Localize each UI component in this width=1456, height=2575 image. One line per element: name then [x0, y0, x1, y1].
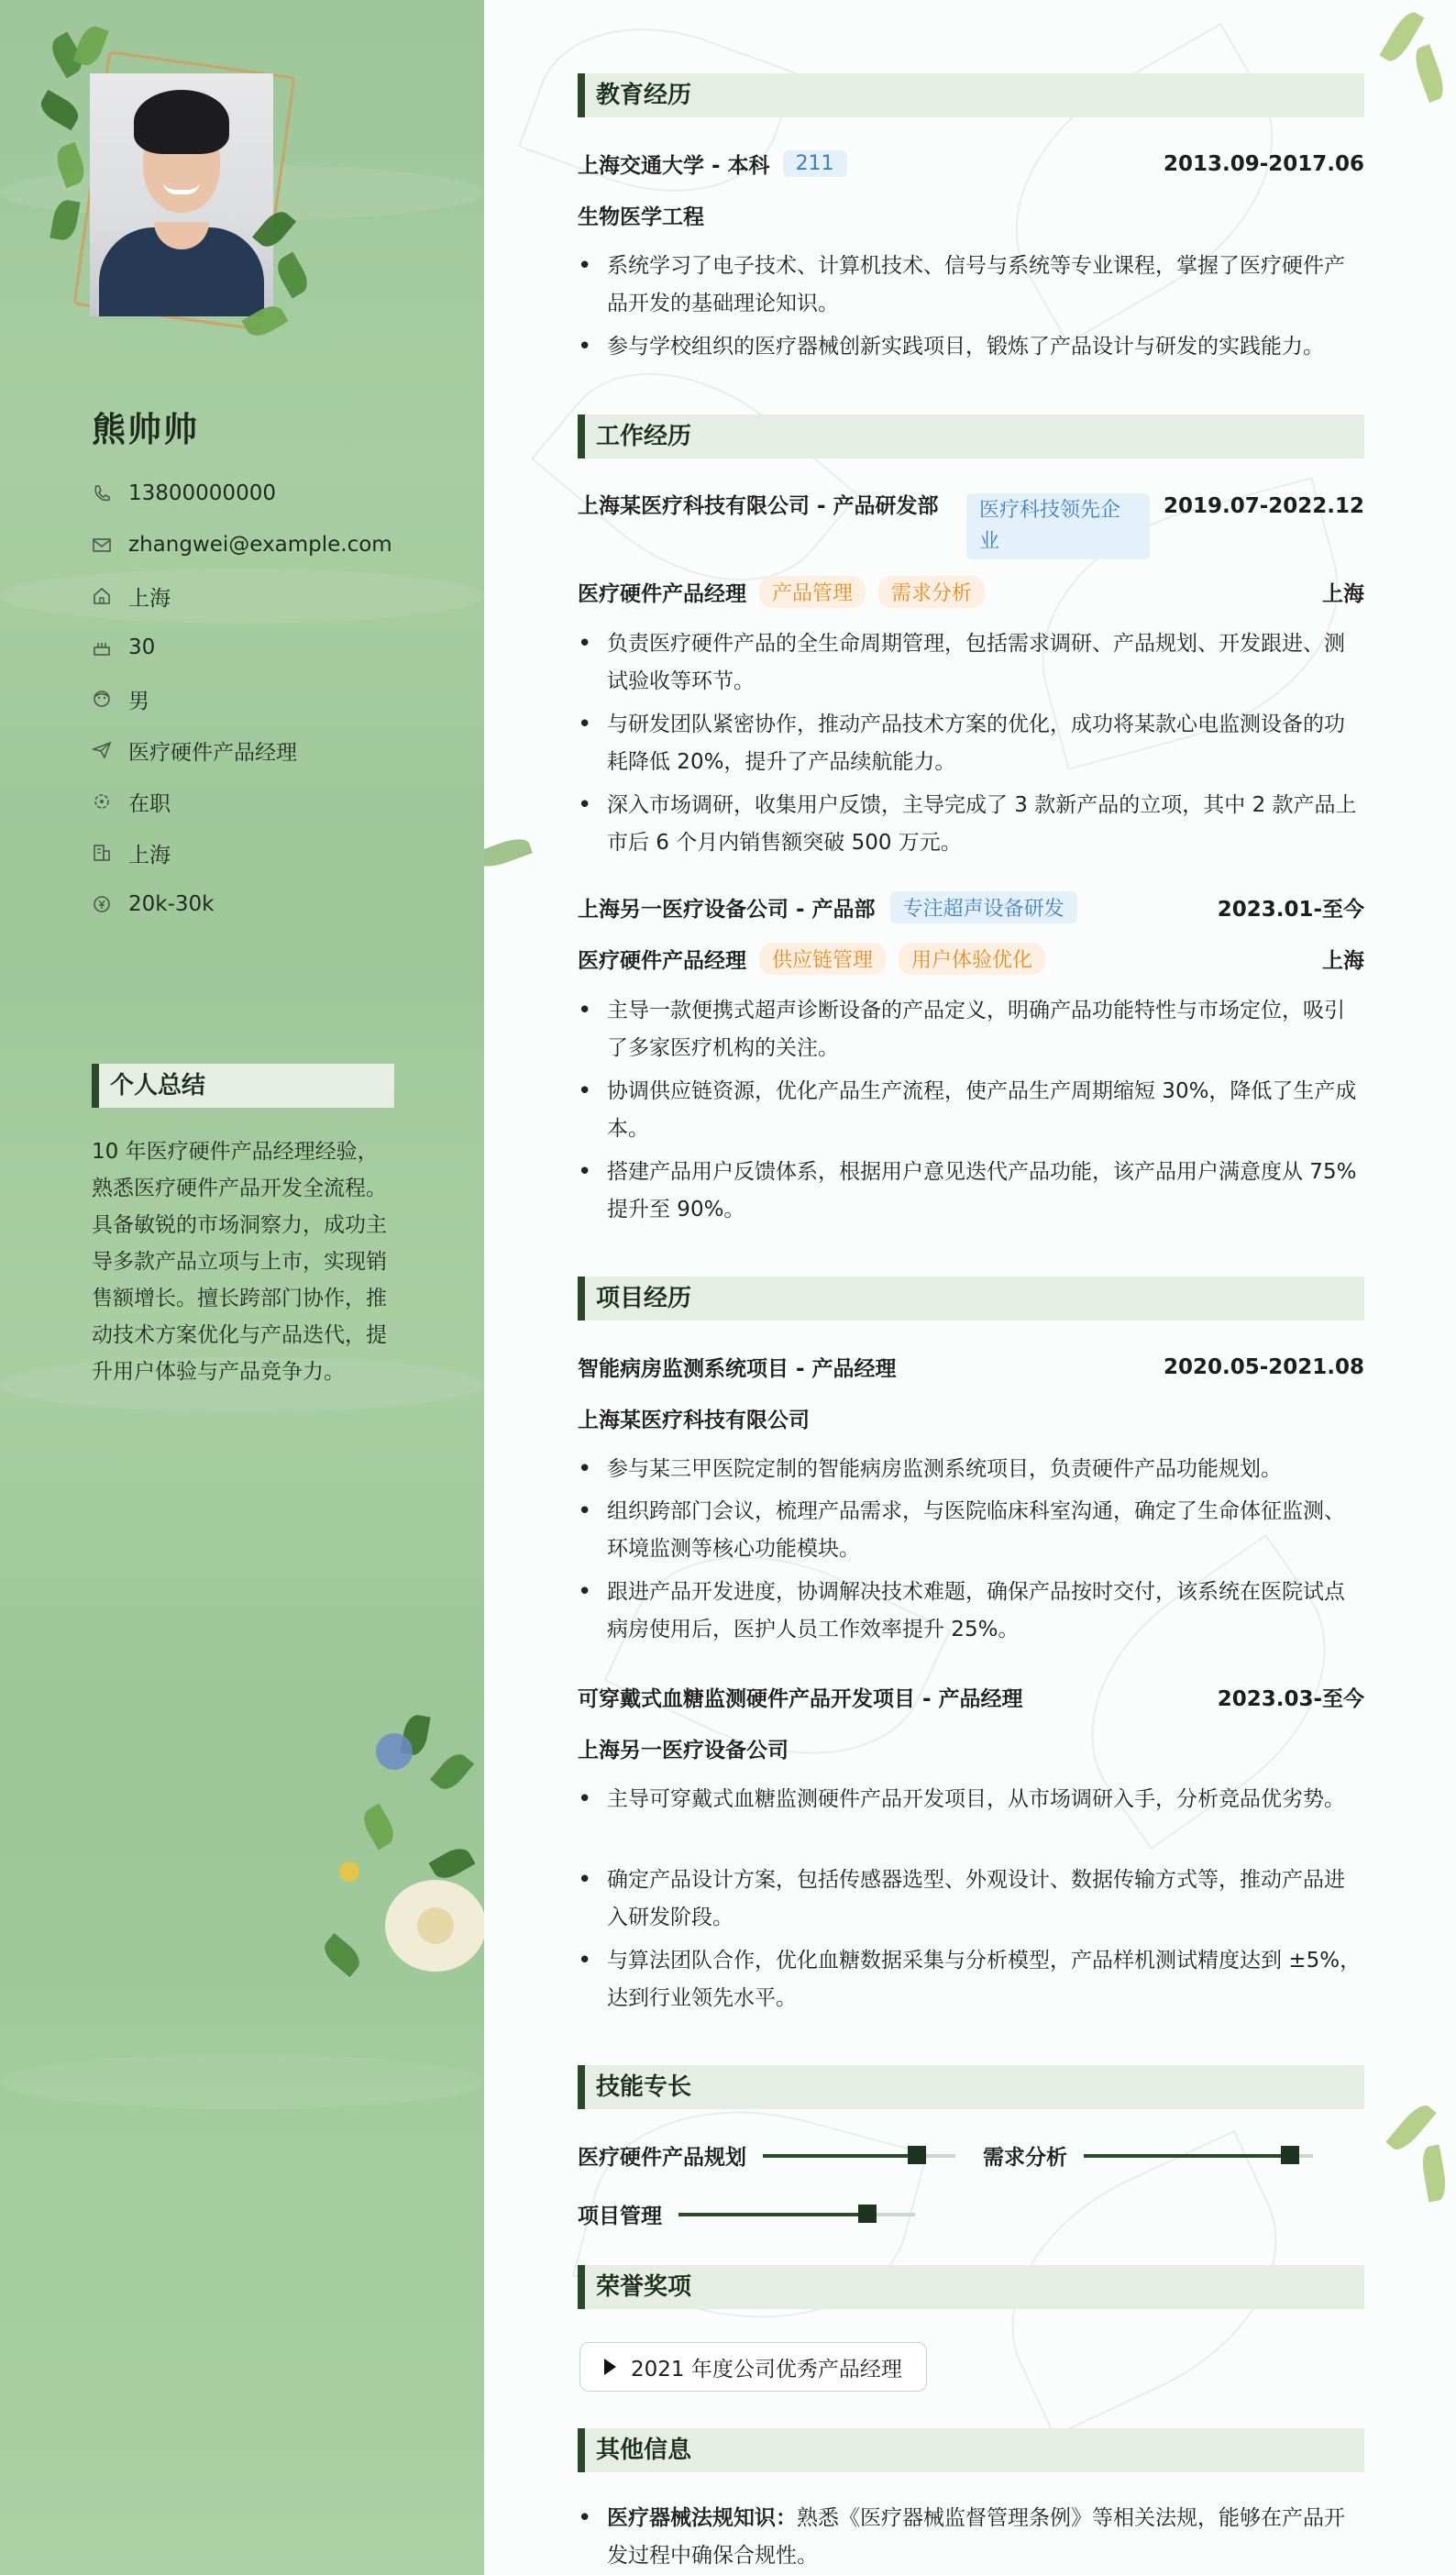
- project-bullet: • 组织跨部门会议，梳理产品需求，与医院临床科室沟通，确定了生命体征监测、环境监测等核心功能模块。: [578, 1493, 1364, 1568]
- project-org-row: [578, 1403, 1364, 1433]
- job-header: [578, 488, 1364, 559]
- info-row-city: [92, 827, 392, 879]
- skill-level-bar: [678, 2213, 915, 2216]
- play-triangle-icon: [604, 2359, 616, 2375]
- mail-icon: [92, 535, 112, 555]
- job-city: 上海: [1322, 949, 1364, 973]
- project-bullet: • 跟进产品开发进度，协调解决技术难题，确保产品按时交付，该系统在医院试点病房使用后，医护人员工作效率提升 25%。: [578, 1574, 1364, 1649]
- job-position: 医疗硬件产品经理: [578, 582, 746, 606]
- contact-info-list: [92, 468, 392, 930]
- education-bullet: • 系统学习了电子技术、计算机技术、信号与系统等专业课程，掌握了医疗硬件产品开发的基础理论知识。: [578, 248, 1364, 323]
- other-info-value: 熟悉《医疗器械监督管理条例》等相关法规，能够在产品开发过程中确保合规性。: [607, 2506, 1345, 2568]
- project-bullet: • 主导可穿戴式血糖监测硬件产品开发项目，从市场调研入手，分析竞品优劣势。: [578, 1781, 1364, 1818]
- main-content: [484, 0, 1456, 2575]
- job-position-row: [578, 576, 1364, 608]
- gender-icon: [92, 689, 112, 709]
- project-period: 2023.03-至今: [1217, 1687, 1364, 1711]
- job-skill-tag: 用户体验优化: [899, 943, 1045, 975]
- info-status: 在职: [128, 791, 171, 816]
- info-email: zhangwei@example.com: [128, 533, 392, 557]
- project-name: 可穿戴式血糖监测硬件产品开发项目 - 产品经理: [578, 1687, 1023, 1711]
- skill-level-knob: [1281, 2146, 1299, 2164]
- job-tag: 医疗科技领先企业: [966, 493, 1150, 559]
- skill-item: [578, 2199, 915, 2229]
- corner-leaf-decoration: [1410, 44, 1448, 103]
- education-major-row: [578, 200, 1364, 230]
- profile-name: 熊帅帅: [92, 410, 199, 449]
- education-header: [578, 149, 1364, 179]
- other-info-item: [578, 2500, 1364, 2575]
- info-row-email: [92, 519, 392, 570]
- section-title-education: 教育经历: [578, 73, 1364, 117]
- skill-level-knob: [858, 2205, 877, 2223]
- leaf-decoration: [72, 23, 108, 69]
- status-icon: [92, 791, 112, 812]
- info-row-location: [92, 570, 392, 622]
- section-title-projects: 项目经历: [578, 1276, 1364, 1321]
- home-icon: [92, 586, 112, 606]
- skill-level-knob: [908, 2146, 926, 2164]
- job-skill-tag: 供应链管理: [759, 943, 886, 975]
- leaf-decoration: [272, 251, 314, 298]
- section-title-honors: 荣誉奖项: [578, 2265, 1364, 2309]
- job-tag: 专注超声设备研发: [890, 891, 1077, 923]
- avatar: [51, 26, 317, 365]
- project-org-row: [578, 1733, 1364, 1763]
- project-bullet: • 参与某三甲医院定制的智能病房监测系统项目，负责硬件产品功能规划。: [578, 1451, 1364, 1488]
- building-icon: [92, 843, 112, 863]
- summary-text: 10 年医疗硬件产品经理经验，熟悉医疗硬件产品开发全流程。具备敏锐的市场洞察力，成功主导多款产品立项与上市，实现销售额增长。擅长跨部门协作，推动技术方案优化与产品迭代，提升用户体验与产品竞争力。: [92, 1140, 387, 1384]
- leaf-decoration: [50, 198, 80, 242]
- project-org: 上海某医疗科技有限公司: [578, 1409, 810, 1432]
- section-title-other: 其他信息: [578, 2428, 1364, 2472]
- skill-item: [983, 2140, 1313, 2171]
- section-title-skills: 技能专长: [578, 2065, 1364, 2109]
- skill-level-fill: [1084, 2154, 1290, 2158]
- leaf-decoration: [36, 90, 83, 131]
- info-age: 30: [128, 635, 156, 659]
- skill-name: 项目管理: [578, 2205, 662, 2228]
- job-position: 医疗硬件产品经理: [578, 949, 746, 973]
- job-skill-tag: 需求分析: [878, 576, 985, 608]
- summary-title: 个人总结: [92, 1064, 394, 1108]
- skill-name: 医疗硬件产品规划: [578, 2146, 746, 2170]
- other-info-key: 医疗器械法规知识：: [607, 2506, 797, 2530]
- info-salary: 20k-30k: [128, 892, 215, 916]
- skill-level-bar: [763, 2154, 955, 2158]
- info-row-salary: [92, 879, 392, 930]
- job-period: 2019.07-2022.12: [1163, 494, 1364, 518]
- info-row-status: [92, 776, 392, 827]
- award-text: 2021 年度公司优秀产品经理: [631, 2357, 902, 2382]
- job-period: 2023.01-至今: [1217, 898, 1364, 922]
- project-header: [578, 1352, 1364, 1382]
- job-bullet: • 搭建产品用户反馈体系，根据用户意见迭代产品功能，该产品用户满意度从 75%提升至 90%。: [578, 1154, 1364, 1229]
- project-period: 2020.05-2021.08: [1163, 1354, 1364, 1379]
- leaf-decoration: [52, 142, 88, 188]
- info-position: 医疗硬件产品经理: [128, 740, 297, 765]
- info-phone: 13800000000: [128, 481, 276, 505]
- info-location: 上海: [128, 586, 171, 611]
- section-title-work: 工作经历: [578, 414, 1364, 459]
- job-header: [578, 891, 1364, 923]
- education-tag: 211: [783, 150, 847, 177]
- profile-photo: [90, 73, 273, 316]
- education-school: 上海交通大学 - 本科: [578, 154, 770, 178]
- sidebar: [0, 0, 484, 2575]
- salary-icon: [92, 894, 112, 914]
- info-row-phone: [92, 468, 392, 519]
- job-bullet: • 与研发团队紧密协作，推动产品技术方案的优化，成功将某款心电监测设备的功耗降低 20%，提升了产品续航能力。: [578, 706, 1364, 781]
- phone-icon: [92, 483, 112, 503]
- skill-name: 需求分析: [983, 2146, 1067, 2170]
- info-row-gender: [92, 673, 392, 724]
- project-bullet: • 与算法团队合作，优化血糖数据采集与分析模型，产品样机测试精度达到 ±5%，达到行业领先水平。: [578, 1942, 1364, 2017]
- background-wave: [0, 2054, 484, 2109]
- job-position-row: [578, 943, 1364, 975]
- education-major: 生物医学工程: [578, 205, 704, 229]
- job-bullet: • 主导一款便携式超声诊断设备的产品定义，明确产品功能特性与市场定位，吸引了多家医疗机构的关注。: [578, 992, 1364, 1067]
- job-bullet: • 协调供应链资源，优化产品生产流程，使产品生产周期缩短 30%，降低了生产成本。: [578, 1073, 1364, 1148]
- skill-item: [578, 2140, 955, 2171]
- project-header: [578, 1682, 1364, 1712]
- project-org: 上海另一医疗设备公司: [578, 1739, 789, 1763]
- info-city: 上海: [128, 843, 171, 868]
- job-bullet: • 深入市场调研，收集用户反馈，主导完成了 3 款新产品的立项，其中 2 款产品上市后 6 个月内销售额突破 500 万元。: [578, 787, 1364, 862]
- project-bullet: • 确定产品设计方案，包括传感器选型、外观设计、数据传输方式等，推动产品进入研发阶段。: [578, 1862, 1364, 1937]
- skill-level-fill: [763, 2154, 917, 2158]
- info-row-age: [92, 622, 392, 673]
- education-period: 2013.09-2017.06: [1163, 151, 1364, 176]
- job-company: 上海某医疗科技有限公司 - 产品研发部: [578, 494, 939, 518]
- skill-level-bar: [1084, 2154, 1313, 2158]
- project-name: 智能病房监测系统项目 - 产品经理: [578, 1357, 897, 1381]
- info-row-position: [92, 724, 392, 776]
- cake-icon: [92, 637, 112, 658]
- job-skill-tag: 产品管理: [759, 576, 866, 608]
- corner-leaf-decoration: [1419, 2145, 1449, 2203]
- info-gender: 男: [128, 689, 149, 713]
- education-bullet: • 参与学校组织的医疗器械创新实践项目，锻炼了产品设计与研发的实践能力。: [578, 328, 1364, 366]
- job-company: 上海另一医疗设备公司 - 产品部: [578, 898, 876, 922]
- send-icon: [92, 740, 112, 760]
- flower-decoration: [312, 1696, 484, 1999]
- award-item: [579, 2342, 927, 2392]
- corner-leaf-decoration: [484, 834, 533, 871]
- job-city: 上海: [1322, 582, 1364, 606]
- skill-level-fill: [678, 2213, 867, 2216]
- job-bullet: • 负责医疗硬件产品的全生命周期管理，包括需求调研、产品规划、开发跟进、测试验收等环节。: [578, 625, 1364, 701]
